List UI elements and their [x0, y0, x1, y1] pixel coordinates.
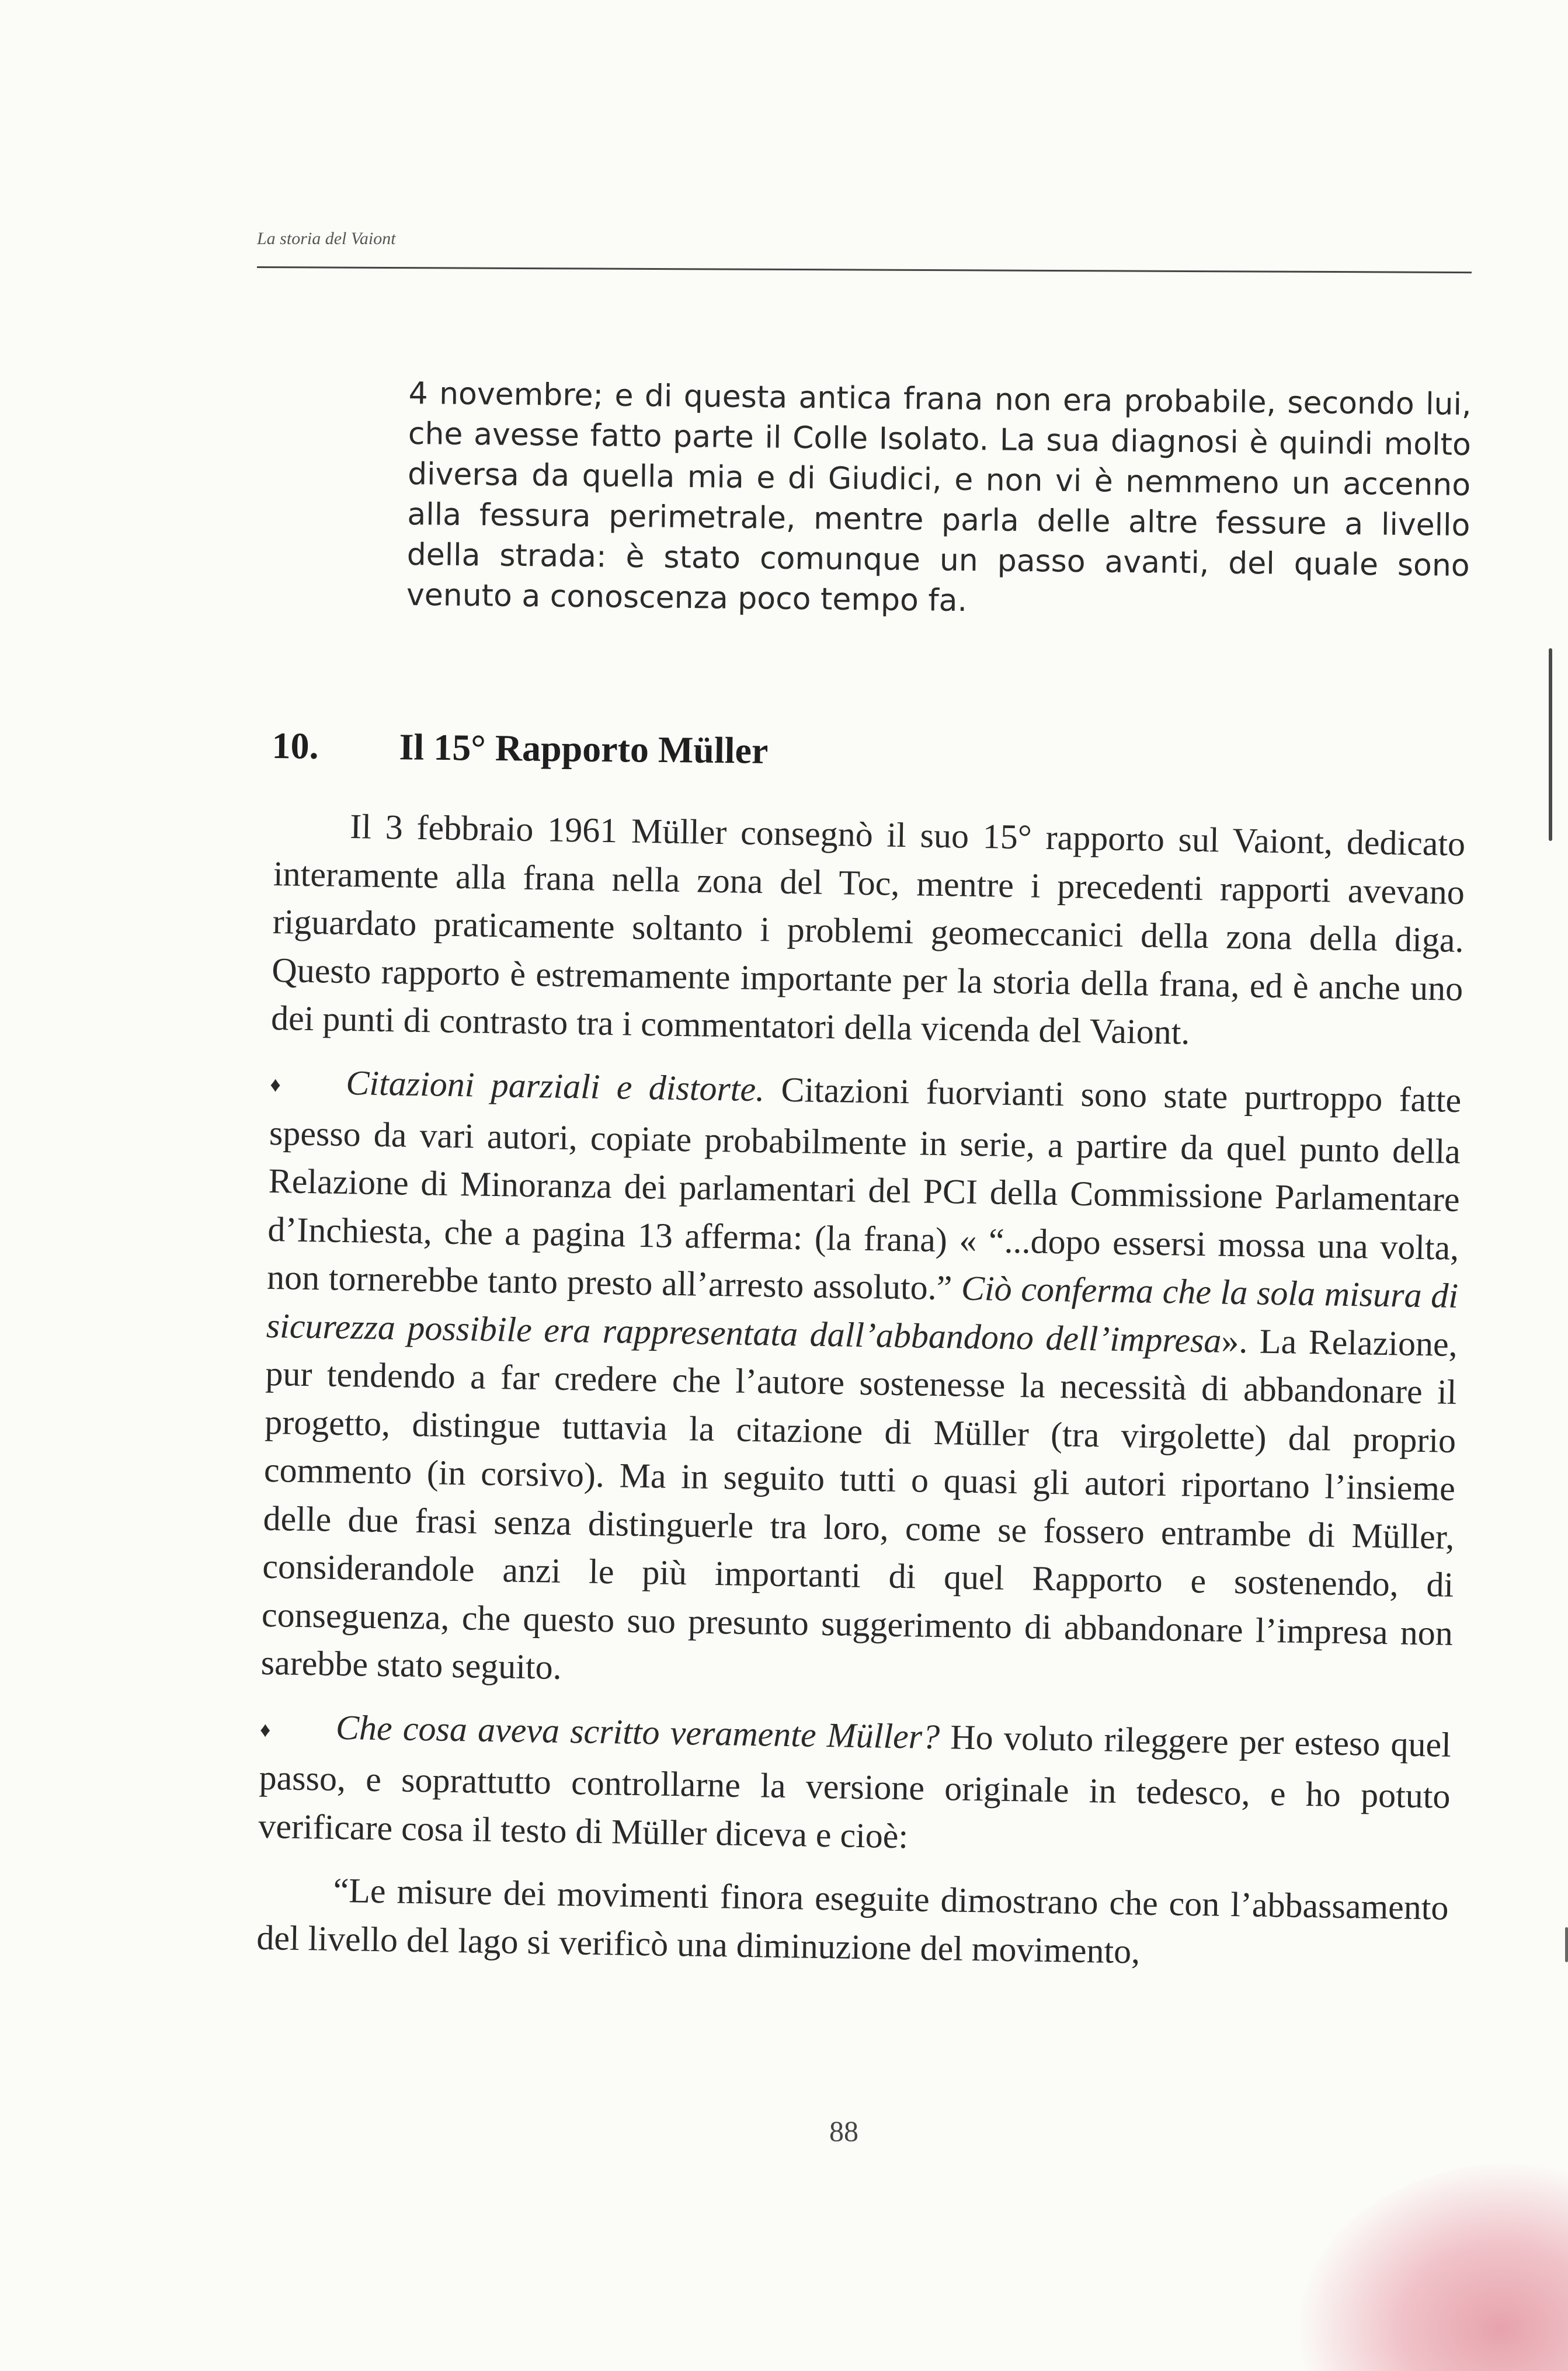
paragraph-text: Ho voluto rileggere per esteso quel passo, e soprattutto controllarne la versione originale in tedesco, e ho potuto verificare cosa il testo di Müller diceva e cioè: [258, 1718, 1452, 1856]
diamond-bullet-icon: ♦ [259, 1718, 271, 1742]
running-head: La storia del Vaiont [257, 229, 396, 248]
paragraph-lead: Che cosa aveva scritto veramente Müller? [335, 1708, 940, 1757]
section-number: 10. [272, 725, 319, 767]
paragraph-quote-start: “Le misure dei movimenti finora eseguite dimostrano che con l’abbassamento del livello del lago si verificò una diminuzione del movimento, [256, 1871, 1449, 1971]
paragraph-citazioni [260, 1057, 1462, 1705]
italic-quotation: Ciò conferma che la sola misura di sicurezza possibile era rappresentata dall’abbandono dell’impresa [266, 1269, 1459, 1360]
page-edge-shadow [1549, 648, 1552, 841]
paragraph-lead: Citazioni parziali e distorte. [345, 1063, 765, 1108]
page-edge-mark [1565, 1927, 1568, 1962]
paragraph-text: Citazioni fuorvianti sono state purtroppo fatte spesso da vari autori, copiate probabilmente in serie, a partire da quel punto della Relazione di Minoranza dei parlamentari del PCI della Commissione Parlamentare d’Inchiesta, che a pagina 13 afferma: (la frana) « “...dopo essersi mossa una volta, non tornerebbe tanto presto all’arresto assoluto.” [266, 1069, 1462, 1308]
paragraph-che-cosa [258, 1702, 1452, 1869]
section-heading [272, 724, 769, 773]
indented-quote-block: 4 novembre; e di questa antica frana non era probabile, secondo lui, che avesse fatto parte il Colle Isolato. La sua diagnosi è quindi molto diversa da quella mia e di Giudici, e non vi è nemmeno un accenno alla fessura perimetrale, mentre parla delle altre fessure a livello della strada: è stato comunque un passo avanti, del quale sono venuto a conoscenza poco tempo fa. [406, 376, 1472, 619]
diamond-bullet-icon: ♦ [270, 1073, 281, 1097]
section-title: Il 15° Rapporto Müller [399, 726, 769, 771]
paragraph-text: ». La Relazione, pur tendendo a far credere che l’autore sostenesse la necessità di abbandonare il progetto, distingue tuttavia la citazione di Müller (tra virgolette) dal proprio commento (in corsivo). Ma in seguito tutti o quasi gli autori riportano l’insieme delle due frasi senza distinguerle tra loro, come se fossero entrambe di Müller, considerandole anzi le più importanti di quel Rapporto e sostenendo, di conseguenza, che questo suo presunto suggerimento di abbandonare l’impresa non sarebbe stato seguito. [260, 1321, 1458, 1687]
body-text [256, 801, 1465, 1995]
flower-corner-decoration [1296, 2161, 1568, 2371]
page-number: 88 [829, 2115, 858, 2147]
paragraph-intro: Il 3 febbraio 1961 Müller consegnò il suo 15° rapporto sul Vaiont, dedicato interamente alla frana nella zona del Toc, mentre i precedenti rapporti avevano riguardato praticamente soltanto i problemi geomeccanici della zona della diga. Questo rapporto è estremamente importante per la storia della frana, ed è anche uno dei punti di contrasto tra i commentatori della vicenda del Vaiont. [270, 807, 1466, 1052]
header-rule [257, 266, 1472, 273]
